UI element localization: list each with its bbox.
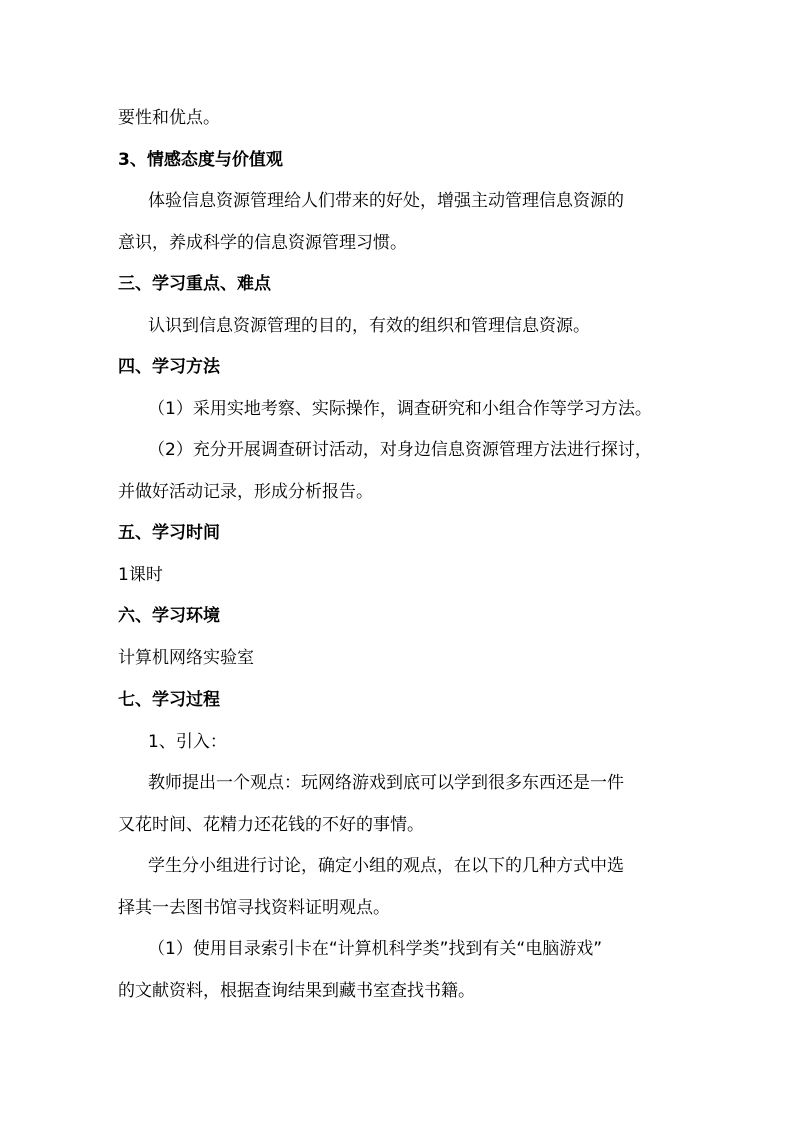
paragraph-line: 意识，养成科学的信息资源管理习惯。 xyxy=(118,233,407,253)
paragraph-line: 择其一去图书馆寻找资料证明观点。 xyxy=(118,898,390,918)
list-item: （2）充分开展调查研讨活动，对身边信息资源管理方法进行探讨， xyxy=(148,440,652,460)
paragraph-line: 体验信息资源管理给人们带来的好处，增强主动管理信息资源的 xyxy=(148,191,624,211)
paragraph-line: 认识到信息资源管理的目的，有效的组织和管理信息资源。 xyxy=(148,316,590,336)
section-heading: 四、学习方法 xyxy=(118,357,220,377)
section-heading: 六、学习环境 xyxy=(118,606,220,626)
section-heading: 七、学习过程 xyxy=(118,690,220,710)
section-heading: 三、学习重点、难点 xyxy=(118,274,271,294)
section-heading: 五、学习时间 xyxy=(118,523,220,543)
section-heading: 3、情感态度与价值观 xyxy=(118,150,283,170)
sub-heading: 1、引入： xyxy=(148,732,227,752)
paragraph-line: 计算机网络实验室 xyxy=(118,648,254,668)
paragraph-line: 并做好活动记录，形成分析报告。 xyxy=(118,482,373,502)
list-item: （1）采用实地考察、实际操作，调查研究和小组合作等学习方法。 xyxy=(148,399,652,419)
paragraph-line: 又花时间、花精力还花钱的不好的事情。 xyxy=(118,815,424,835)
paragraph-line: 1课时 xyxy=(118,565,163,585)
paragraph-line: 的文献资料，根据查询结果到藏书室查找书籍。 xyxy=(118,981,475,1001)
paragraph-line: 学生分小组进行讨论，确定小组的观点，在以下的几种方式中选 xyxy=(148,856,624,876)
list-item: （1）使用目录索引卡在“计算机科学类”找到有关“电脑游戏” xyxy=(148,939,603,959)
paragraph-line: 教师提出一个观点：玩网络游戏到底可以学到很多东西还是一件 xyxy=(148,773,624,793)
paragraph-line: 要性和优点。 xyxy=(118,108,220,128)
